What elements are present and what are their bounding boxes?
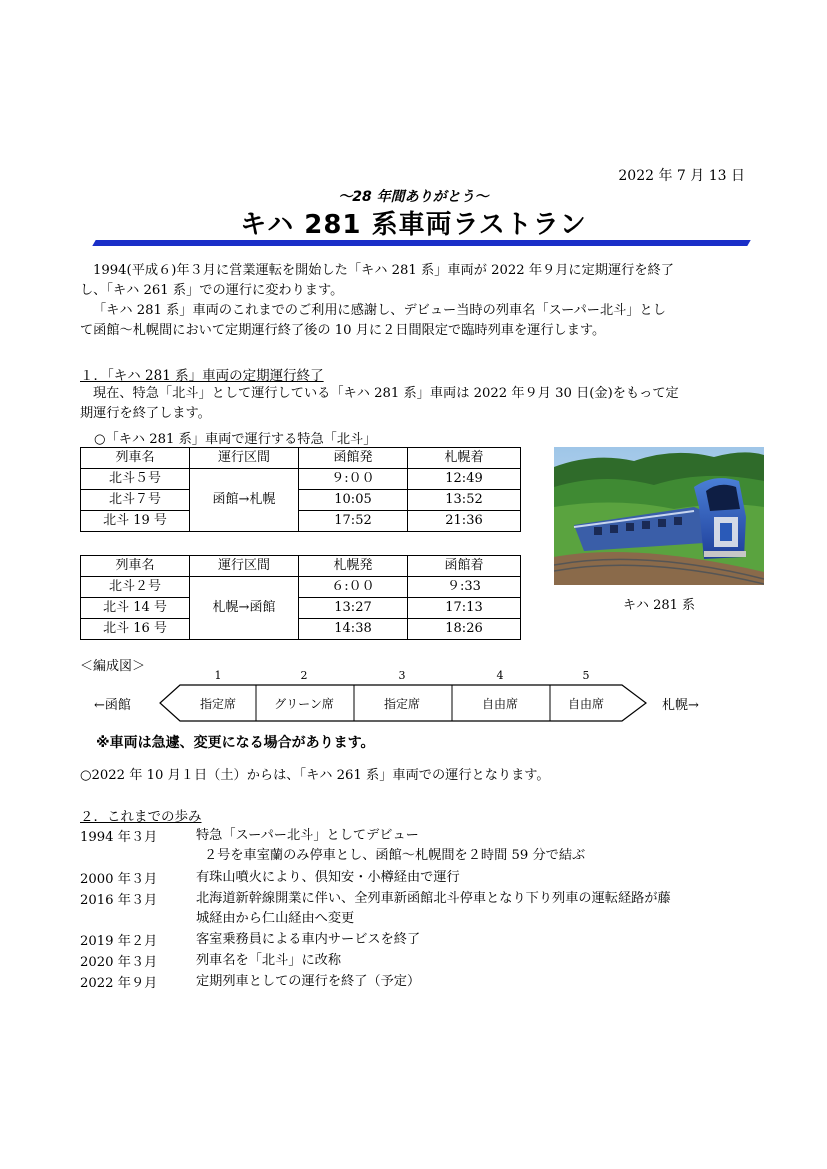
table-header-row — [81, 556, 521, 577]
departure-time: 10:05 — [299, 490, 408, 511]
history-event — [196, 826, 756, 866]
train-name: 北斗 19 号 — [81, 511, 190, 532]
train-photo — [554, 447, 764, 585]
car-seat-type: 自由席 — [567, 697, 604, 711]
train-photo-illustration — [554, 447, 764, 585]
table-header: 札幌着 — [408, 448, 521, 469]
change-notice: ○2022 年 10 月１日（土）からは、「キハ 261 系」車両での運行となります。 — [80, 768, 550, 783]
title-underline-bar — [92, 240, 750, 246]
car-seat-type: グリーン席 — [274, 697, 334, 711]
departure-time: 17:52 — [299, 511, 408, 532]
table-header: 札幌発 — [299, 556, 408, 577]
arrival-time: 13:52 — [408, 490, 521, 511]
departure-time: 13:27 — [299, 598, 408, 619]
intro-line: し、「キハ 261 系」での運行に変わります。 — [80, 283, 344, 298]
formation-label: ＜編成図＞ — [80, 659, 146, 674]
vehicle-change-note: ※車両は急遽、変更になる場合があります。 — [96, 735, 375, 751]
arrival-time: 21:36 — [408, 511, 521, 532]
history-event — [196, 889, 756, 929]
intro-line: 1994(平成６)年３月に営業運転を開始した「キハ 281 系」車両が 2022 年９月に定期運行を終了 — [93, 263, 674, 278]
arrival-time: 12:49 — [408, 469, 521, 490]
train-name: 北斗５号 — [81, 469, 190, 490]
train-name: 北斗 14 号 — [81, 598, 190, 619]
history-event — [196, 951, 756, 971]
car-seat-type: 指定席 — [383, 697, 420, 711]
car-number: 3 — [398, 669, 406, 682]
route-section: 札幌→函館 — [190, 577, 299, 640]
history-line: ２号を車室蘭のみ停車とし、函館～札幌間を２時間 59 分で結ぶ — [204, 848, 586, 863]
table-row — [81, 577, 521, 598]
arrival-time: 17:13 — [408, 598, 521, 619]
history-line: 特急「スーパー北斗」としてデビュー — [196, 828, 419, 843]
table-row — [81, 469, 521, 490]
route-section: 函館→札幌 — [190, 469, 299, 532]
table-header-row — [81, 448, 521, 469]
history-year: 2019 年２月 — [80, 934, 158, 949]
history-line: 客室乗務員による車内サービスを終了 — [196, 932, 421, 947]
direction-right: 札幌→ — [662, 698, 699, 713]
section1-heading: １．「キハ 281 系」車両の定期運行終了 — [80, 368, 324, 384]
train-name: 北斗 16 号 — [81, 619, 190, 640]
subtitle: ～28 年間ありがとう～ — [338, 189, 489, 205]
table-header: 列車名 — [81, 448, 190, 469]
train-name: 北斗７号 — [81, 490, 190, 511]
history-year: 2022 年９月 — [80, 976, 158, 991]
table-caption: ○「キハ 281 系」車両で運行する特急「北斗」 — [94, 432, 377, 447]
car-number: 1 — [214, 669, 222, 682]
direction-left: ←函館 — [94, 698, 131, 713]
timetable-hakodate-sapporo — [80, 447, 521, 532]
table-row — [81, 511, 521, 532]
departure-time: ９:００ — [299, 469, 408, 490]
departure-time: 14:38 — [299, 619, 408, 640]
history-year: 2000 年３月 — [80, 872, 158, 887]
history-line: 北海道新幹線開業に伴い、全列車新函館北斗停車となり下り列車の運転経路が藤 — [196, 891, 671, 906]
history-line: 城経由から仁山経由へ変更 — [196, 911, 355, 926]
car-number: 2 — [300, 669, 308, 682]
table-header: 函館発 — [299, 448, 408, 469]
history-year: 2020 年３月 — [80, 955, 158, 970]
page-title: キハ 281 系車両ラストラン — [240, 210, 587, 240]
section1-body-line: 期運行を終了します。 — [80, 406, 211, 421]
intro-line: て函館～札幌間において定期運行終了後の 10 月に２日間限定で臨時列車を運行します。 — [80, 323, 606, 338]
departure-time: ６:００ — [299, 577, 408, 598]
photo-caption: キハ 281 系 — [622, 598, 696, 613]
section1-body — [80, 384, 750, 424]
history-year: 2016 年３月 — [80, 893, 158, 908]
table-header: 函館着 — [408, 556, 521, 577]
history-event — [196, 972, 756, 992]
intro-line: 「キハ 281 系」車両のこれまでのご利用に感謝し、デビュー当時の列車名「スーパー北斗」とし — [93, 303, 666, 318]
arrival-time: ９:33 — [408, 577, 521, 598]
car-seat-type: 指定席 — [199, 697, 236, 711]
history-year: 1994 年３月 — [80, 830, 158, 845]
car-seat-type: 自由席 — [481, 697, 518, 711]
history-line: 定期列車としての運行を終了（予定） — [196, 974, 421, 989]
history-line: 有珠山噴火により、倶知安・小樽経由で運行 — [196, 870, 460, 885]
car-number: 5 — [582, 669, 590, 682]
history-line: 列車名を「北斗」に改称 — [196, 953, 342, 968]
timetable-sapporo-hakodate — [80, 555, 521, 640]
table-row — [81, 598, 521, 619]
table-header: 運行区間 — [190, 556, 299, 577]
section2-heading: ２．これまでの歩み — [80, 809, 202, 825]
train-name: 北斗２号 — [81, 577, 190, 598]
table-row — [81, 619, 521, 640]
intro-paragraph — [80, 261, 750, 341]
table-header: 運行区間 — [190, 448, 299, 469]
history-event — [196, 930, 756, 950]
document-date: 2022 年 7 月 13 日 — [618, 168, 745, 184]
arrival-time: 18:26 — [408, 619, 521, 640]
table-header: 列車名 — [81, 556, 190, 577]
section1-body-line: 現在、特急「北斗」として運行している「キハ 281 系」車両は 2022 年９月 30 日(金)をもって定 — [93, 386, 679, 401]
history-event — [196, 868, 756, 888]
table-row — [81, 490, 521, 511]
car-number: 4 — [496, 669, 504, 682]
